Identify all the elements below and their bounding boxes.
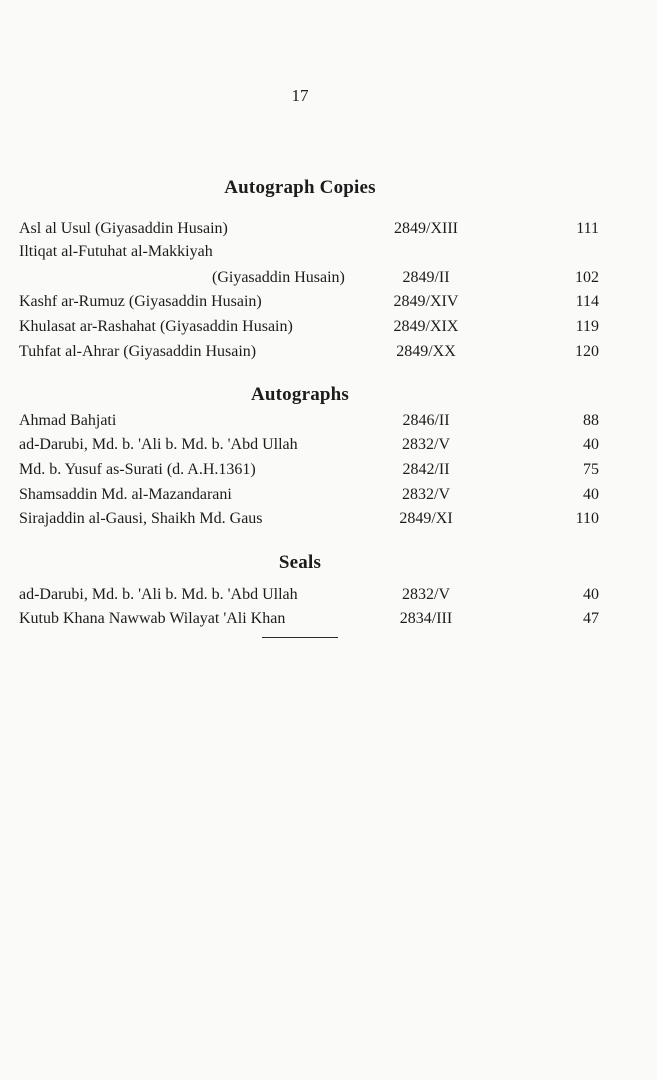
entry-reference: 2849/II	[402, 269, 450, 286]
entry-page: 47	[583, 610, 599, 627]
closing-divider	[262, 637, 338, 638]
entry-page: 75	[583, 461, 599, 478]
entry-page: 40	[583, 436, 599, 453]
entry-page: 88	[583, 412, 599, 429]
list-item	[19, 218, 599, 240]
entry-reference: 2834/III	[399, 610, 453, 627]
section-heading-seals: Seals	[278, 552, 322, 573]
entry-page: 111	[576, 220, 599, 237]
entry-page: 110	[575, 510, 599, 527]
entry-reference: 2846/II	[402, 412, 450, 429]
entry-name: Kutub Khana Nawwab Wilayat 'Ali Khan	[19, 610, 286, 627]
list-item	[19, 508, 599, 530]
entry-name: Khulasat ar-Rashahat (Giyasaddin Husain)	[19, 318, 293, 335]
entry-reference: 2849/XIV	[393, 293, 459, 310]
list-item	[19, 484, 599, 506]
list-item	[19, 608, 599, 630]
list-item	[19, 341, 599, 363]
entry-name: Md. b. Yusuf as-Surati (d. A.H.1361)	[19, 461, 256, 478]
list-item	[19, 316, 599, 338]
entry-page: 102	[575, 269, 599, 286]
entry-reference: 2849/XIII	[394, 220, 458, 237]
page-number: 17	[291, 86, 309, 105]
entry-page: 120	[575, 343, 599, 360]
entry-name: ad-Darubi, Md. b. 'Ali b. Md. b. 'Abd Ullah	[19, 586, 298, 603]
entry-name: ad-Darubi, Md. b. 'Ali b. Md. b. 'Abd Ullah	[19, 436, 298, 453]
list-item	[19, 434, 599, 456]
entry-page: 114	[575, 293, 599, 310]
entry-name: (Giyasaddin Husain)	[212, 269, 345, 286]
list-item	[19, 410, 599, 432]
list-item	[19, 241, 599, 263]
list-item	[19, 291, 599, 313]
entry-page: 40	[583, 486, 599, 503]
list-item	[19, 459, 599, 481]
entry-reference: 2832/V	[402, 586, 450, 603]
entry-reference: 2849/XI	[399, 510, 453, 527]
entry-name: Ahmad Bahjati	[19, 412, 117, 429]
list-item	[19, 267, 599, 289]
entry-reference: 2842/II	[402, 461, 450, 478]
entry-name: Shamsaddin Md. al-Mazandarani	[19, 486, 232, 503]
entry-name: Asl al Usul (Giyasaddin Husain)	[19, 220, 228, 237]
entry-reference: 2849/XX	[396, 343, 456, 360]
entry-name: Tuhfat al-Ahrar (Giyasaddin Husain)	[19, 343, 257, 360]
entry-reference: 2832/V	[402, 436, 450, 453]
entry-name: Kashf ar-Rumuz (Giyasaddin Husain)	[19, 293, 262, 310]
section-heading-autographs: Autographs	[250, 384, 350, 405]
entry-reference: 2849/XIX	[393, 318, 459, 335]
entry-reference: 2832/V	[402, 486, 450, 503]
entry-page: 119	[575, 318, 599, 335]
entry-name: Iltiqat al-Futuhat al-Makkiyah	[19, 243, 213, 260]
entry-name: Sirajaddin al-Gausi, Shaikh Md. Gaus	[19, 510, 263, 527]
entry-page: 40	[583, 586, 599, 603]
list-item	[19, 584, 599, 606]
section-heading-autograph-copies: Autograph Copies	[224, 177, 376, 198]
